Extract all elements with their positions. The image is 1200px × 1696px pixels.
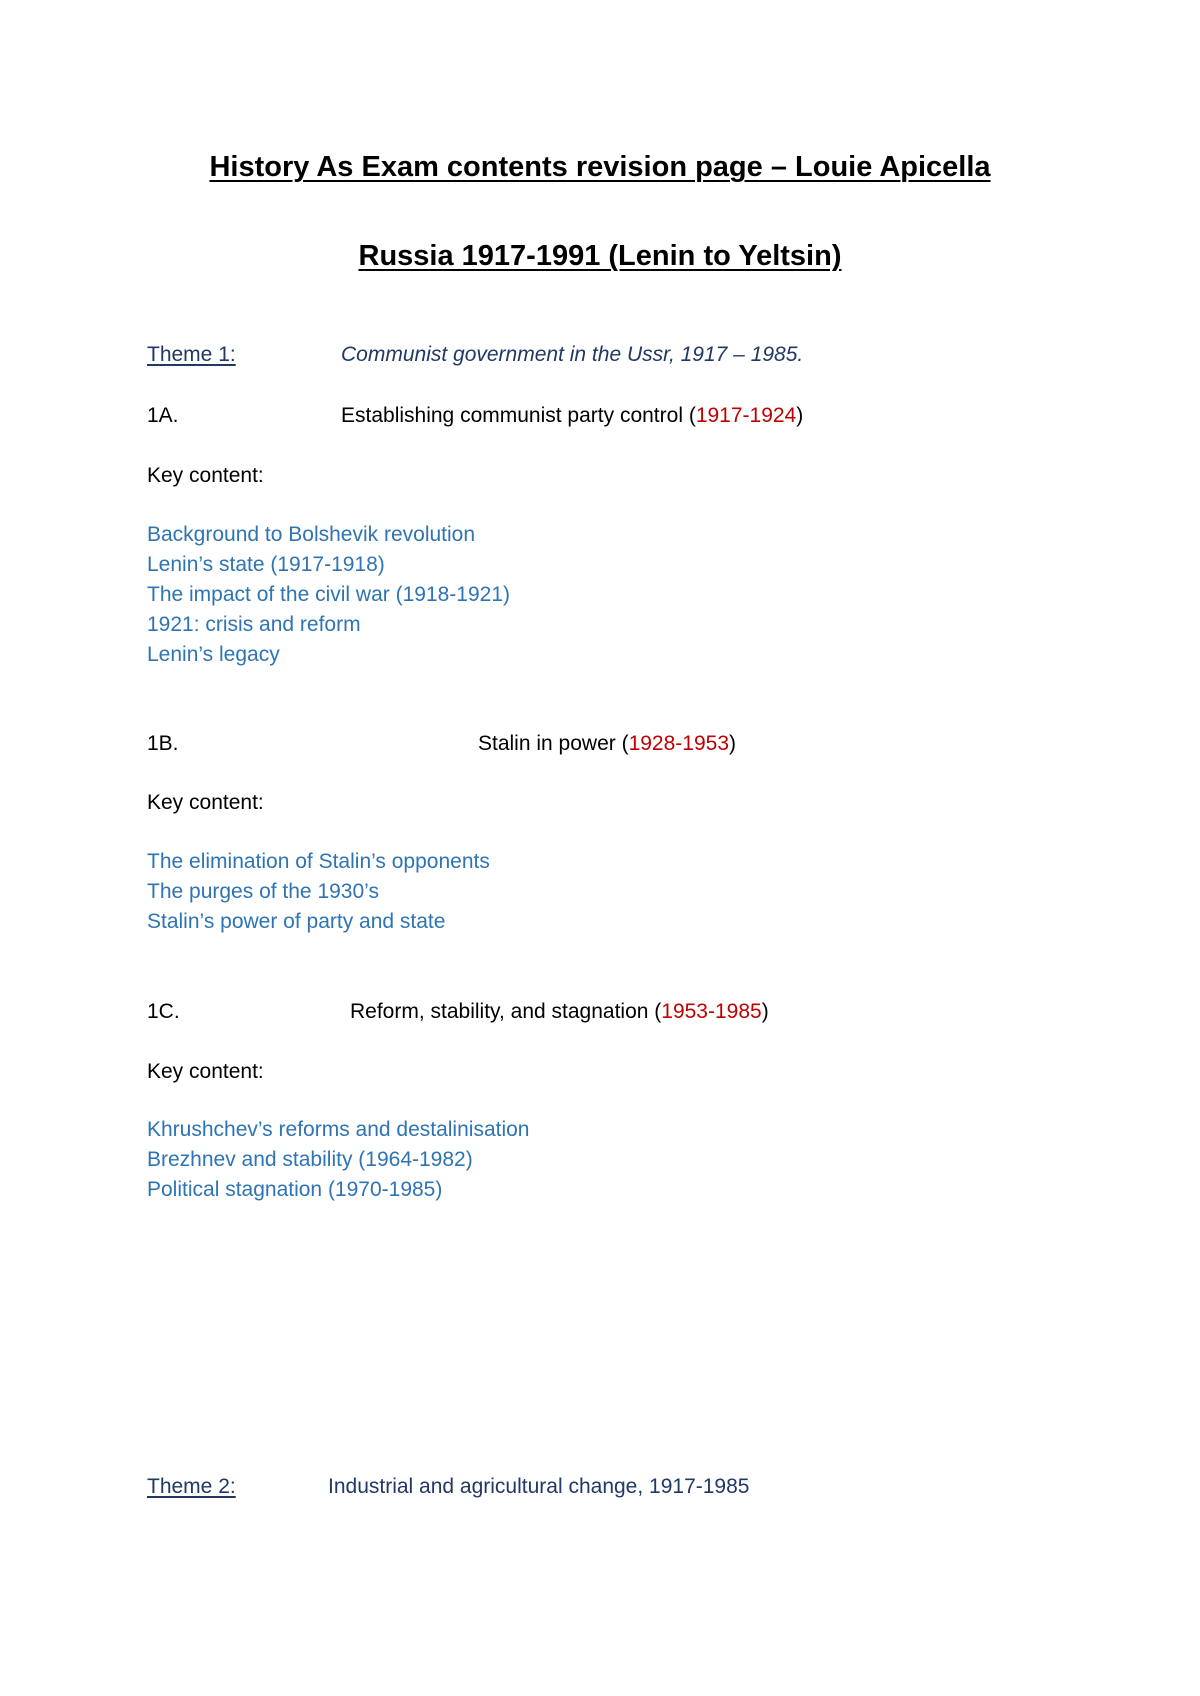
section-1a-key-label: Key content: <box>147 464 264 487</box>
section-1b-list <box>147 847 490 937</box>
section-1c-key-label: Key content: <box>147 1060 264 1083</box>
list-item: The elimination of Stalin’s opponents <box>147 850 490 873</box>
list-item: Khrushchev’s reforms and destalinisation <box>147 1118 530 1141</box>
section-1a-code: 1A. <box>147 404 179 427</box>
list-item: The impact of the civil war (1918-1921) <box>147 583 510 606</box>
section-1a-title: Establishing communist party control ( <box>341 404 696 427</box>
section-1a-heading <box>341 404 803 428</box>
list-item: Lenin’s state (1917-1918) <box>147 553 385 576</box>
page-title: History As Exam contents revision page – Louie Apicella <box>209 151 991 183</box>
page-subtitle: Russia 1917-1991 (Lenin to Yeltsin) <box>358 240 842 272</box>
theme-1-description: Communist government in the Ussr, 1917 – 1985. <box>341 343 804 366</box>
section-1b-heading <box>478 732 736 756</box>
section-1b-close: ) <box>729 732 737 755</box>
section-1c-list <box>147 1115 529 1205</box>
list-item: Brezhnev and stability (1964-1982) <box>147 1148 473 1171</box>
section-1a-list <box>147 520 510 670</box>
list-item: Background to Bolshevik revolution <box>147 523 476 546</box>
list-item: Lenin’s legacy <box>147 643 280 666</box>
list-item: Stalin’s power of party and state <box>147 910 446 933</box>
section-1c-close: ) <box>761 1000 769 1023</box>
theme-2-label: Theme 2: <box>147 1475 236 1498</box>
section-1a-close: ) <box>796 404 804 427</box>
section-1b-code: 1B. <box>147 732 179 755</box>
list-item: 1921: crisis and reform <box>147 613 361 636</box>
section-1a-dates: 1917-1924 <box>695 404 797 427</box>
list-item: Political stagnation (1970-1985) <box>147 1178 443 1201</box>
section-1b-title: Stalin in power ( <box>478 732 629 755</box>
theme-1-label: Theme 1: <box>147 343 236 366</box>
section-1b-dates: 1928-1953 <box>628 732 730 755</box>
theme-2-description: Industrial and agricultural change, 1917-1985 <box>328 1475 750 1498</box>
section-1c-dates: 1953-1985 <box>661 1000 762 1023</box>
section-1c-title: Reform, stability, and stagnation ( <box>350 1000 662 1023</box>
section-1b-key-label: Key content: <box>147 791 264 814</box>
list-item: The purges of the 1930’s <box>147 880 379 903</box>
section-1c-code: 1C. <box>147 1000 180 1023</box>
section-1c-heading <box>350 1000 769 1024</box>
